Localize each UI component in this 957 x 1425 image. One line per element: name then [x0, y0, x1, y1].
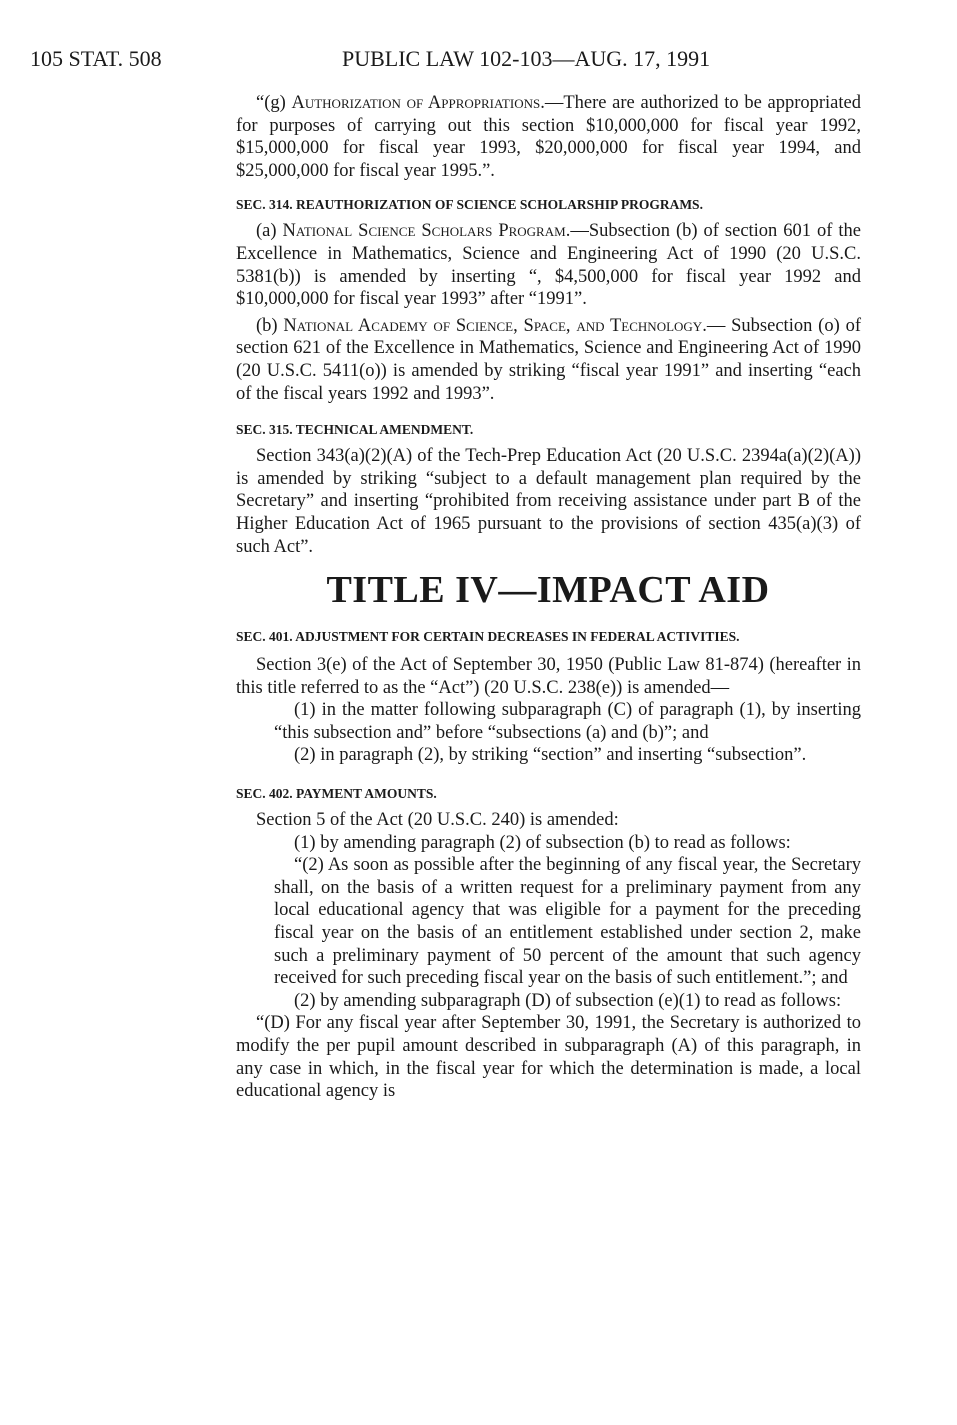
- section-402-heading: SEC. 402. PAYMENT AMOUNTS.: [236, 785, 437, 801]
- page-header-stat: 105 STAT. 508: [30, 46, 162, 71]
- section-402-quote: “(2) As soon as possible after the beginning of any fiscal year, the Secretary shall, on the basis of a written request for a preliminary payment from any local educational agency that was eligible for a payment for the preceding fiscal year on the basis of an entitlement established under section 2, make such a preliminary payment of 50 percent of the amount that such agency received for such preceding fiscal year on the basis of such entitlement.”; and: [274, 855, 861, 989]
- section-401-item-2: (2) in paragraph (2), by striking “section” and inserting “subsection”.: [294, 745, 807, 766]
- section-402-item-1: (1) by amending paragraph (2) of subsection (b) to read as follows:: [294, 832, 791, 853]
- paragraph-a: (a) National Science Scholars Program.—Subsection (b) of section 601 of the Excellence in Mathematics, Science and Engineering Act of 1990 (20 U.S.C. 5381(b)) is amended by inserting “, $4,500,000 for fiscal year 1992 and $10,000,000 for fiscal year 1993” after “1991”.: [236, 221, 861, 310]
- heading-national-science-scholars: National Science Scholars Program: [282, 221, 566, 242]
- paragraph-b: (b) National Academy of Science, Space, and Technology.— Subsection (o) of section 621 of the Excellence in Mathematics, Science and Engineering Act of 1990 (20 U.S.C. 5411(o)) is amended by striking “fiscal year 1991” and inserting “each of the fiscal years 1992 and 1993”.: [236, 315, 861, 404]
- title-iv-heading: TITLE IV—IMPACT AID: [326, 569, 770, 611]
- section-402-subparagraph-d: “(D) For any fiscal year after September 30, 1991, the Secretary is authorized to modify the per pupil amount described in subparagraph (A) of this paragraph, in any case in which, in the fiscal year for which the determination is made, a local educational agency is: [236, 1013, 861, 1102]
- section-315-heading: SEC. 315. TECHNICAL AMENDMENT.: [236, 422, 474, 438]
- upper-text-block: [236, 92, 861, 558]
- section-401-text: Section 3(e) of the Act of September 30, 1950 (Public Law 81-874) (hereafter in this title referred to as the “Act”) (20 U.S.C. 238(e)) is amended—: [236, 655, 861, 698]
- section-402-item-2: (2) by amending subparagraph (D) of subsection (e)(1) to read as follows:: [294, 990, 842, 1011]
- page-header-law: PUBLIC LAW 102-103—AUG. 17, 1991: [342, 46, 711, 71]
- paragraph-g: “(g) Authorization of Appropriations.—There are authorized to be appropriated for purposes of carrying out this section $10,000,000 for fiscal year 1992, $15,000,000 for fiscal year 1993, $20,000,000 for fiscal year 1994, and $25,000,000 for fiscal year 1995.”.: [236, 93, 861, 181]
- heading-national-academy: National Academy of Science, Space, and Technology: [283, 315, 703, 336]
- section-314-heading: SEC. 314. REAUTHORIZATION OF SCIENCE SCHOLARSHIP PROGRAMS.: [236, 197, 703, 213]
- section-402-text: Section 5 of the Act (20 U.S.C. 240) is amended:: [256, 809, 619, 830]
- lower-text-block: [236, 628, 861, 1103]
- heading-authorization: Authorization of Appropriations: [291, 93, 541, 113]
- section-315-text: Section 343(a)(2)(A) of the Tech-Prep Education Act (20 U.S.C. 2394a(a)(2)(A)) is amended by striking “subject to a default management plan required by the Secretary” and inserting “prohibited from receiving assistance under part B of the Higher Education Act of 1965 pursuant to the provisions of section 435(a)(3) of such Act”.: [236, 446, 861, 557]
- section-401-heading: SEC. 401. ADJUSTMENT FOR CERTAIN DECREASES IN FEDERAL ACTIVITIES.: [236, 629, 740, 644]
- section-401-item-1: (1) in the matter following subparagraph (C) of paragraph (1), by inserting “this subsection and” before “subsections (a) and (b)”; and: [274, 700, 861, 743]
